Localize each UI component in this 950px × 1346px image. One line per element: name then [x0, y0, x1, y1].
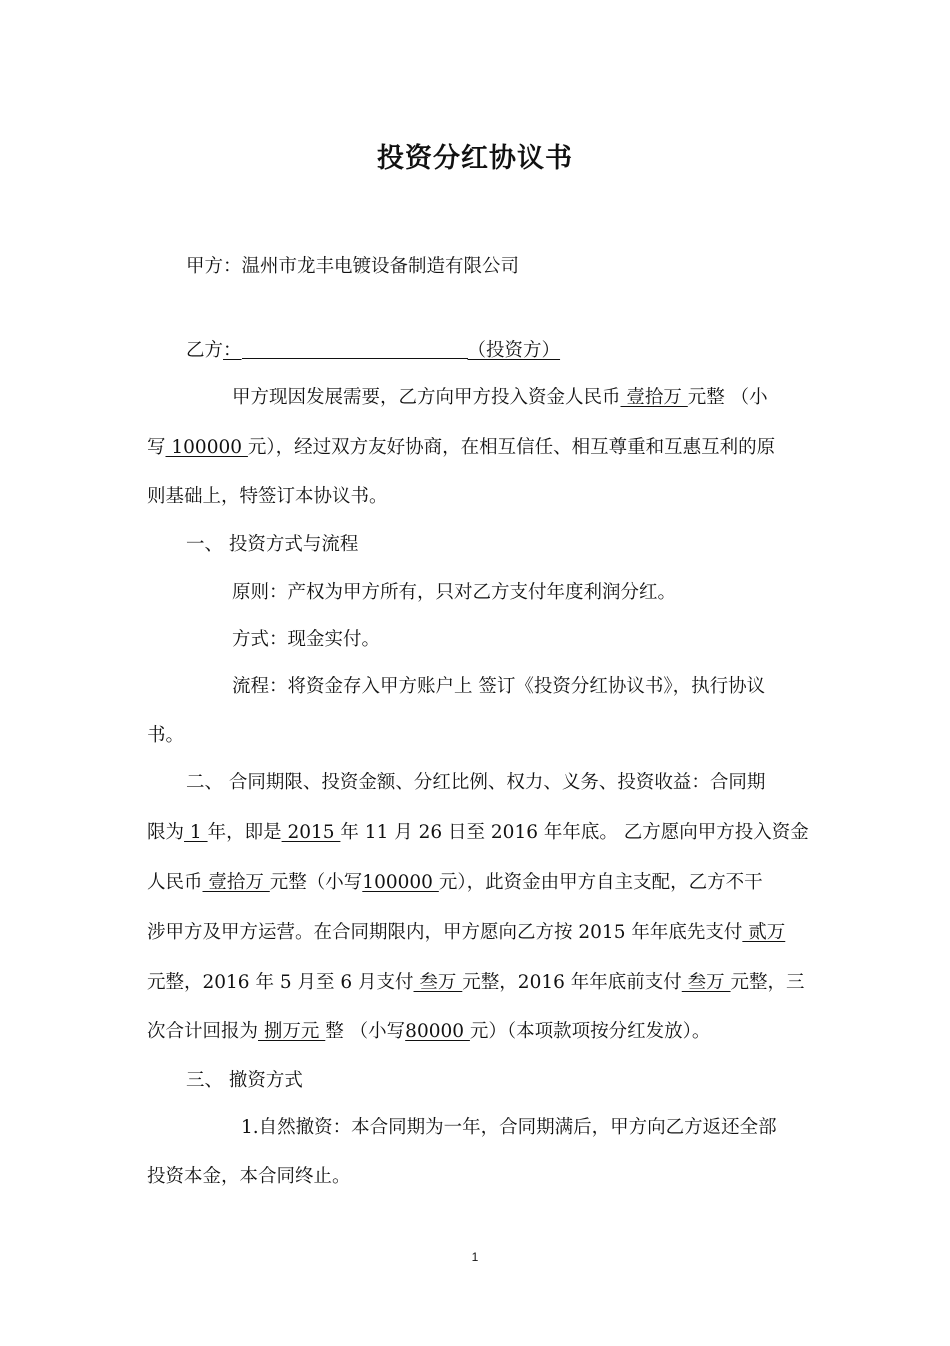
section-2-text: 涉甲方及甲方运营。在合同期限内，甲方愿向乙方按 2015 年年底先支付: [147, 922, 743, 943]
intro-text: 写: [147, 437, 166, 458]
section-2-text: 元整（小写: [269, 872, 363, 893]
section-3-item-1-cont: 投资本金，本合同终止。: [147, 1166, 351, 1187]
intro-line-1: [232, 383, 768, 409]
section-2-text: 年，即是: [207, 822, 282, 843]
section-3-heading: 三、 撤资方式: [186, 1070, 303, 1091]
page-number: 1: [471, 1250, 479, 1264]
payment-3: 叁万: [681, 972, 731, 993]
section-2-line-3: [147, 868, 763, 894]
document-title: 投资分红协议书: [377, 143, 573, 174]
total-return-cn: 捌万元: [258, 1021, 326, 1042]
payment-2: 叁万: [413, 972, 463, 993]
section-2-text: 元）（本项款项按分红发放）。: [469, 1021, 711, 1042]
section-2-text: 限为: [147, 822, 185, 843]
party-b-line: [186, 336, 560, 362]
section-1-flow: 流程：将资金存入甲方账户上 签订《投资分红协议书》，执行协议: [232, 676, 766, 697]
section-3-item-1: 1.自然撤资：本合同期为一年，合同期满后，甲方向乙方返还全部: [241, 1117, 777, 1138]
section-2-line-4: [147, 918, 785, 944]
intro-line-2: [147, 433, 775, 459]
section-2-text: 人民币: [147, 872, 203, 893]
section-2-text: 元整，2016 年 5 月至 6 月支付: [147, 972, 414, 993]
section-1-heading: 一、 投资方式与流程: [186, 534, 359, 555]
investment-amount-num: 100000: [362, 872, 439, 893]
party-b-colon: ：: [223, 340, 242, 361]
investment-amount-cn: 壹拾万: [202, 872, 270, 893]
intro-text: 元），经过双方友好协商，在相互信任、相互尊重和互惠互利的原: [247, 437, 776, 458]
section-2-line-2: [147, 818, 809, 844]
party-b-label: 乙方: [186, 340, 224, 361]
party-a-label: 甲方：: [186, 256, 242, 277]
section-2-text: 整 （小写: [325, 1021, 406, 1042]
intro-line-3: 则基础上，特签订本协议书。: [147, 486, 388, 507]
party-b-blank[interactable]: [242, 340, 468, 359]
section-1-principle: 原则：产权为甲方所有，只对乙方支付年度利润分红。: [232, 582, 677, 603]
section-2-text: 元整，三: [730, 972, 805, 993]
intro-text: 元整 （小: [687, 387, 768, 408]
intro-amount-cn: 壹拾万: [620, 387, 688, 408]
section-2-line-6: [147, 1017, 710, 1043]
party-a-name: 温州市龙丰电镀设备制造有限公司: [241, 256, 520, 277]
section-2-line-1: 二、 合同期限、投资金额、分红比例、权力、义务、投资收益：合同期: [186, 772, 766, 793]
section-2-text: 次合计回报为: [147, 1021, 259, 1042]
party-b-note: （投资方）: [467, 340, 561, 361]
payment-1: 贰万: [742, 922, 786, 943]
section-2-text: 元整，2016 年年底前支付: [462, 972, 682, 993]
contract-years: 1: [184, 822, 208, 843]
intro-amount-num: 100000: [165, 437, 248, 458]
section-2-text: 年 11 月 26 日至 2016 年年底。 乙方愿向甲方投入资金: [340, 822, 809, 843]
section-1-method: 方式：现金实付。: [232, 629, 381, 650]
total-return-num: 80000: [405, 1021, 470, 1042]
section-1-flow-cont: 书。: [147, 725, 185, 746]
section-2-text: 元），此资金由甲方自主支配，乙方不干: [438, 872, 763, 893]
start-year: 2015: [281, 822, 341, 843]
intro-text: 甲方现因发展需要，乙方向甲方投入资金人民币: [232, 387, 621, 408]
section-2-line-5: [147, 968, 805, 994]
party-a-line: [186, 252, 519, 278]
